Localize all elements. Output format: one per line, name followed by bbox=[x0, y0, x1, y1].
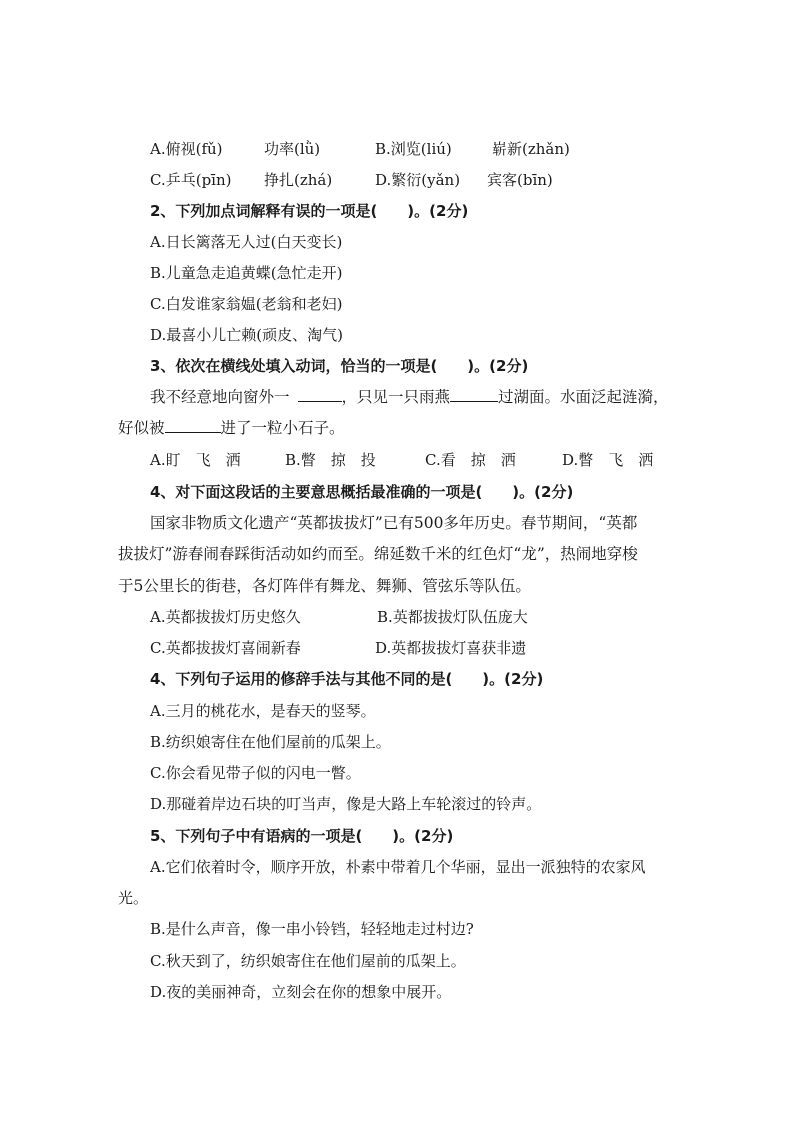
q3-blank-3[interactable] bbox=[165, 418, 221, 433]
q4a-option-b: B.英都拔拔灯队伍庞大 bbox=[377, 608, 528, 626]
q5-option-a-line-1: A.它们依着时令，顺序开放，朴素中带着几个华丽，显出一派独特的农家风 bbox=[150, 858, 646, 876]
q5-option-a-line-2: 光。 bbox=[118, 889, 149, 907]
q1-option-d1: D.繁衍(yǎn) bbox=[375, 171, 461, 189]
q4a-option-d: D.英都拔拔灯喜获非遗 bbox=[375, 639, 527, 657]
q3-passage-text-b: ，只见一只雨燕 bbox=[341, 388, 451, 406]
q2-title: 2、下列加点词解释有误的一项是( )。(2分) bbox=[150, 202, 469, 220]
q2-option-b: B.儿童急走追黄蝶(急忙走开) bbox=[150, 264, 343, 282]
q1-row-2 bbox=[150, 170, 590, 190]
q2-option-a: A.日长篱落无人过(白天变长) bbox=[150, 233, 343, 251]
q1-option-b2: 崭新(zhǎn) bbox=[492, 140, 570, 158]
q4a-passage-line-1: 国家非物质文化遗产“英都拔拔灯”已有500多年历史。春节期间，“英都 bbox=[150, 514, 638, 532]
q2-option-c: C.白发谁家翁媪(老翁和老妇) bbox=[150, 295, 343, 313]
q4b-option-d: D.那碰着岸边石块的叮当声，像是大路上车轮滚过的铃声。 bbox=[150, 795, 542, 813]
q2-option-d: D.最喜小儿亡赖(顽皮、淘气) bbox=[150, 326, 343, 344]
q1-option-a2: 功率(lǜ) bbox=[264, 140, 321, 158]
q3-passage-text-d: 好似被 bbox=[118, 419, 165, 437]
q4b-option-a: A.三月的桃花水，是春天的竖琴。 bbox=[150, 702, 376, 720]
q1-row-1 bbox=[150, 139, 590, 159]
q1-option-c2: 挣扎(zhá) bbox=[264, 171, 333, 189]
q5-option-b: B.是什么声音，像一串小铃铛，轻轻地走过村边? bbox=[150, 920, 474, 938]
q3-passage-line-2 bbox=[118, 418, 345, 438]
q3-option-d: D.瞥 飞 洒 bbox=[562, 451, 654, 469]
q4a-options-row-1 bbox=[150, 607, 570, 627]
q3-passage-text-e: 进了一粒小石子。 bbox=[220, 419, 345, 437]
q3-passage-text-c: 过湖面。水面泛起涟漪， bbox=[498, 388, 669, 406]
q3-title: 3、依次在横线处填入动词，恰当的一项是( )。(2分) bbox=[150, 357, 529, 375]
q4b-option-c: C.你会看见带子似的闪电一瞥。 bbox=[150, 764, 361, 782]
q4b-option-b: B.纺织娘寄住在他们屋前的瓜架上。 bbox=[150, 733, 391, 751]
q3-options bbox=[150, 450, 690, 470]
q4a-title: 4、对下面这段话的主要意思概括最准确的一项是( )。(2分) bbox=[150, 483, 574, 501]
q3-passage-text-a: 我不经意地向窗外一 bbox=[150, 388, 290, 406]
q4a-option-a: A.英都拔拔灯历史悠久 bbox=[150, 608, 301, 626]
q4a-option-c: C.英都拔拔灯喜闹新春 bbox=[150, 639, 301, 657]
q3-option-b: B.瞥 掠 投 bbox=[285, 451, 376, 469]
q5-option-c: C.秋天到了，纺织娘寄住在他们屋前的瓜架上。 bbox=[150, 952, 466, 970]
q1-option-d2: 宾客(bīn) bbox=[487, 171, 553, 189]
q1-option-c1: C.乒乓(pīn) bbox=[150, 171, 232, 189]
q4b-title: 4、下列句子运用的修辞手法与其他不同的是( )。(2分) bbox=[150, 670, 544, 688]
q4a-passage-line-3: 于5公里长的街巷，各灯阵伴有舞龙、舞狮、管弦乐等队伍。 bbox=[118, 577, 531, 595]
q1-option-b1: B.浏览(liú) bbox=[375, 140, 452, 158]
q5-option-d: D.夜的美丽神奇，立刻会在你的想象中展开。 bbox=[150, 983, 452, 1001]
q4a-options-row-2 bbox=[150, 638, 570, 658]
q3-option-c: C.看 掠 洒 bbox=[425, 451, 516, 469]
q4a-passage-line-2: 拔拔灯”游春闹春踩街活动如约而至。绵延数千米的红色灯“龙”，热闹地穿梭 bbox=[118, 545, 638, 563]
q3-option-a: A.盯 飞 洒 bbox=[150, 451, 241, 469]
q3-passage-line-1 bbox=[150, 387, 669, 407]
q3-blank-2[interactable] bbox=[450, 387, 498, 402]
q3-blank-1[interactable] bbox=[298, 387, 342, 402]
q1-option-a1: A.俯视(fǔ) bbox=[150, 140, 223, 158]
q5-title: 5、下列句子中有语病的一项是( )。(2分) bbox=[150, 827, 454, 845]
